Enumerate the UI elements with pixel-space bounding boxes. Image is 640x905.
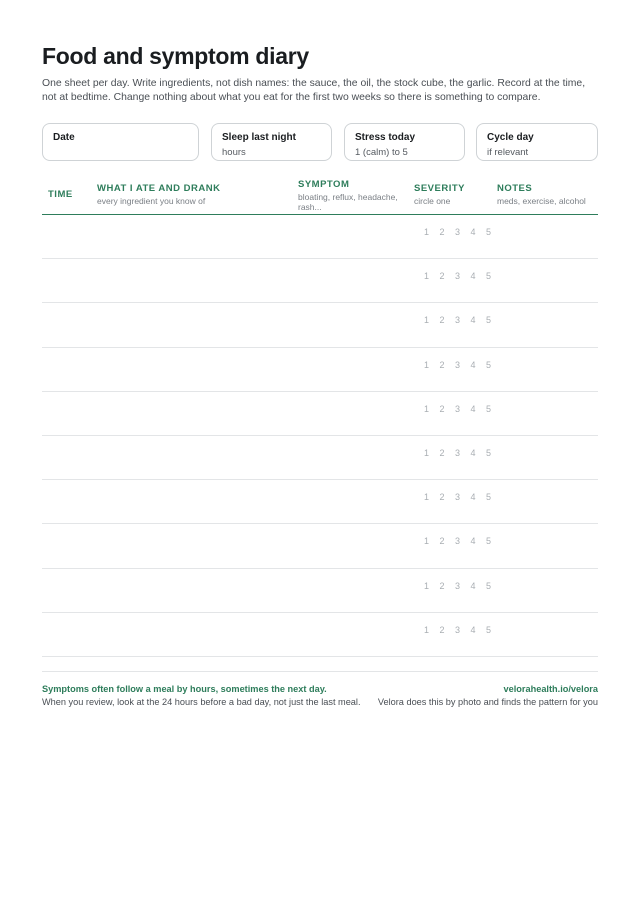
column-header-time xyxy=(48,189,73,200)
table-row[interactable] xyxy=(42,524,598,568)
column-time-label: TIME xyxy=(48,189,73,200)
footer-divider xyxy=(42,671,598,672)
date-field-label: Date xyxy=(53,132,75,143)
cycle-field-label: Cycle day xyxy=(487,132,534,143)
column-ate-label: WHAT I ATE AND DRANK xyxy=(97,183,221,194)
table-row[interactable] xyxy=(42,303,598,347)
footer-link-text: Velora does this by photo and finds the pattern for you xyxy=(377,697,598,707)
severity-scale[interactable]: 1 2 3 4 5 xyxy=(424,536,496,547)
severity-scale[interactable]: 1 2 3 4 5 xyxy=(424,447,496,458)
column-severity-label: SEVERITY xyxy=(414,183,465,194)
table-row[interactable] xyxy=(42,569,598,613)
stress-field-hint: 1 (calm) to 5 xyxy=(355,147,408,158)
footer-tip-heading: Symptoms often follow a meal by hours, sometimes the next day. xyxy=(42,684,327,694)
table-header xyxy=(42,178,598,215)
column-header-symptom xyxy=(298,179,408,212)
cycle-field-hint: if relevant xyxy=(487,147,529,158)
severity-scale[interactable]: 1 2 3 4 5 xyxy=(424,492,496,503)
header-fields xyxy=(42,123,598,163)
table-row[interactable] xyxy=(42,480,598,524)
sleep-field-hint: hours xyxy=(222,147,246,158)
severity-scale[interactable]: 1 2 3 4 5 xyxy=(424,403,496,414)
table-row[interactable] xyxy=(42,215,598,259)
table-row[interactable] xyxy=(42,348,598,392)
column-ate-sub: every ingredient you know of xyxy=(97,196,206,206)
footer-link[interactable]: velorahealth.io/velora xyxy=(503,684,598,694)
severity-scale[interactable]: 1 2 3 4 5 xyxy=(424,624,496,635)
sleep-field[interactable] xyxy=(211,123,332,161)
column-header-notes xyxy=(497,183,586,206)
sleep-field-label: Sleep last night xyxy=(222,132,296,143)
column-notes-label: NOTES xyxy=(497,183,533,194)
severity-scale[interactable]: 1 2 3 4 5 xyxy=(424,227,496,237)
severity-scale[interactable]: 1 2 3 4 5 xyxy=(424,580,496,591)
severity-scale[interactable]: 1 2 3 4 5 xyxy=(424,271,496,282)
column-header-ate xyxy=(97,183,220,206)
page-title: Food and symptom diary xyxy=(42,43,309,69)
column-severity-sub: circle one xyxy=(414,196,451,206)
table-row[interactable] xyxy=(42,436,598,480)
severity-scale[interactable]: 1 2 3 4 5 xyxy=(424,315,496,326)
footer-tip-text: When you review, look at the 24 hours before a bad day, not just the last meal. xyxy=(42,697,361,707)
cycle-field[interactable] xyxy=(476,123,598,161)
table-row[interactable] xyxy=(42,392,598,436)
diary-rows xyxy=(42,215,598,657)
column-notes-sub: meds, exercise, alcohol xyxy=(497,196,586,206)
severity-scale[interactable]: 1 2 3 4 5 xyxy=(424,359,496,370)
stress-field[interactable] xyxy=(344,123,465,161)
column-header-severity xyxy=(414,183,465,206)
date-field[interactable] xyxy=(42,123,199,161)
column-symptom-label: SYMPTOM xyxy=(298,179,350,190)
intro-text: One sheet per day. Write ingredients, not dish names: the sauce, the oil, the stock cube, the garlic. Record at the time, not at bedtime. Change nothing about what you eat for the first two weeks so there is something to compare. xyxy=(42,78,586,103)
table-row[interactable] xyxy=(42,259,598,303)
table-row[interactable] xyxy=(42,613,598,657)
stress-field-label: Stress today xyxy=(355,132,416,143)
column-symptom-sub: bloating, reflux, headache, rash... xyxy=(298,192,398,212)
